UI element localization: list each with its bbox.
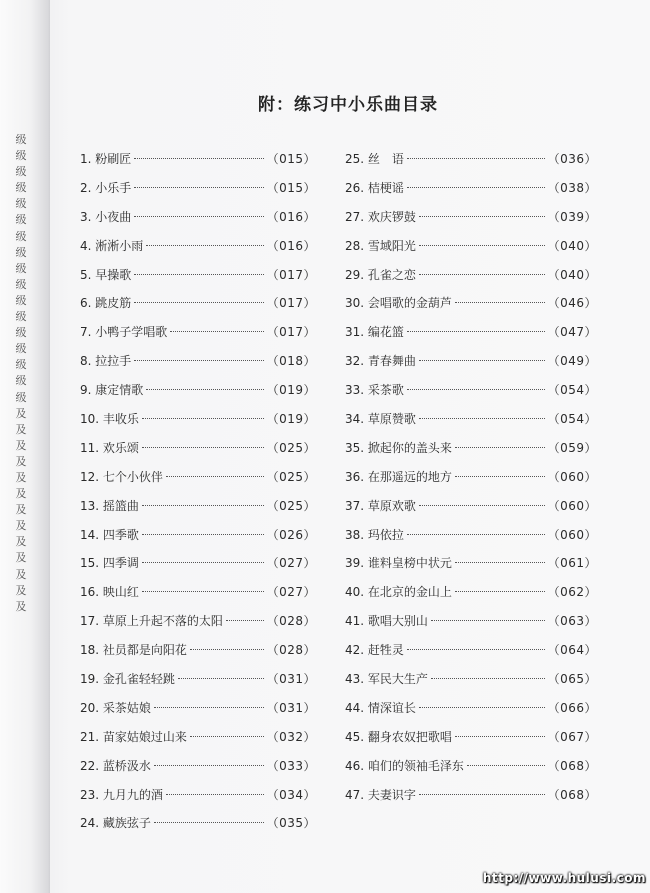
dot-leader (146, 389, 263, 390)
margin-char: 级 (15, 374, 27, 388)
dot-leader (455, 591, 545, 592)
toc-entry-title: 26. 桔梗谣 (345, 180, 404, 195)
toc-entry (345, 526, 597, 555)
toc-entry (345, 352, 597, 381)
toc-entry (345, 699, 597, 728)
toc-entry-page: （068） (547, 758, 597, 773)
margin-char: 级 (15, 358, 27, 372)
toc-entry (345, 468, 597, 497)
toc-entry-page: （025） (266, 498, 316, 513)
toc-entry-title: 9. 康定情歌 (80, 383, 144, 398)
toc-entry-title: 8. 拉拉手 (80, 354, 132, 369)
toc-entry-page: （019） (266, 383, 316, 398)
margin-char: 及 (15, 406, 27, 420)
dot-leader (455, 476, 545, 477)
toc-entry-page: （019） (266, 412, 316, 427)
dot-leader (134, 158, 263, 159)
dot-leader (407, 158, 545, 159)
toc-entry-title: 47. 夫妻识字 (345, 787, 416, 802)
toc-entry-page: （016） (266, 209, 316, 224)
toc-entry-title: 3. 小夜曲 (80, 209, 132, 224)
dot-leader (190, 736, 264, 737)
dot-leader (154, 822, 264, 823)
toc-entry (80, 150, 316, 179)
toc-entry (80, 786, 316, 815)
toc-entry (345, 728, 597, 757)
dot-leader (166, 794, 264, 795)
dot-leader (142, 591, 264, 592)
margin-char: 及 (15, 454, 27, 468)
toc-entry (80, 497, 316, 526)
margin-char: 及 (15, 551, 27, 565)
toc-entry-page: （028） (266, 643, 316, 658)
toc-entry-page: （063） (547, 614, 597, 629)
dot-leader (146, 245, 263, 246)
dot-leader (407, 389, 545, 390)
dot-leader (134, 216, 263, 217)
dot-leader (455, 736, 545, 737)
margin-char: 及 (15, 487, 27, 501)
margin-char: 及 (15, 438, 27, 452)
dot-leader (419, 794, 545, 795)
toc-entry-page: （038） (547, 180, 597, 195)
toc-entry-title: 15. 四季调 (80, 556, 139, 571)
toc-entry (80, 612, 316, 641)
dot-leader (467, 765, 545, 766)
margin-char: 级 (15, 197, 27, 211)
toc-entry (80, 526, 316, 555)
toc-entry-title: 2. 小乐手 (80, 180, 132, 195)
toc-entry-title: 13. 摇篮曲 (80, 498, 139, 513)
margin-char: 及 (15, 519, 27, 533)
toc-entry-title: 37. 草原欢歌 (345, 498, 416, 513)
margin-char: 级 (15, 213, 27, 227)
margin-char: 级 (15, 326, 27, 340)
toc-entry-title: 41. 歌唱大别山 (345, 614, 428, 629)
toc-entry (345, 757, 597, 786)
margin-char: 级 (15, 133, 27, 146)
toc-entry-page: （062） (547, 585, 597, 600)
toc-entry-page: （017） (266, 267, 316, 282)
toc-entry-page: （060） (547, 527, 597, 542)
toc-entry (345, 612, 597, 641)
dot-leader (419, 245, 545, 246)
toc-entry-title: 31. 编花篮 (345, 325, 404, 340)
dot-leader (134, 302, 263, 303)
toc-entry-page: （066） (547, 700, 597, 715)
margin-char: 及 (15, 535, 27, 549)
toc-entry-page: （026） (266, 527, 316, 542)
margin-char: 级 (15, 229, 27, 243)
toc-entry-title: 28. 雪域阳光 (345, 238, 416, 253)
toc-entry (80, 814, 316, 843)
toc-entry-title: 45. 翻身农奴把歌唱 (345, 729, 452, 744)
toc-entry (345, 294, 597, 323)
dot-leader (455, 302, 545, 303)
toc-entry-title: 20. 采茶姑娘 (80, 700, 151, 715)
toc-entry-title: 14. 四季歌 (80, 527, 139, 542)
margin-char: 及 (15, 567, 27, 581)
book-gutter (0, 0, 50, 893)
toc-entry-title: 4. 淅淅小雨 (80, 238, 144, 253)
margin-char: 级 (15, 149, 27, 163)
toc-entry-title: 6. 跳皮筋 (80, 296, 132, 311)
dot-leader (226, 620, 264, 621)
toc-column-left (80, 150, 316, 843)
toc-entry-title: 43. 军民大生产 (345, 672, 428, 687)
toc-entry-page: （018） (266, 354, 316, 369)
dot-leader (166, 476, 264, 477)
dot-leader (407, 187, 545, 188)
toc-entry (80, 439, 316, 468)
dot-leader (134, 187, 263, 188)
toc-entry-page: （040） (547, 267, 597, 282)
toc-entry-page: （031） (266, 700, 316, 715)
dot-leader (170, 331, 263, 332)
toc-column-right (345, 150, 597, 814)
toc-entry-page: （065） (547, 672, 597, 687)
toc-entry-page: （017） (266, 296, 316, 311)
margin-char: 级 (15, 277, 27, 291)
margin-char: 及 (15, 470, 27, 484)
dot-leader (142, 534, 264, 535)
dot-leader (178, 678, 264, 679)
toc-entry-title: 39. 谁料皇榜中状元 (345, 556, 452, 571)
toc-entry-title: 32. 青春舞曲 (345, 354, 416, 369)
dot-leader (431, 678, 545, 679)
toc-entry-page: （027） (266, 556, 316, 571)
toc-entry (80, 294, 316, 323)
toc-entry (80, 641, 316, 670)
dot-leader (419, 505, 545, 506)
toc-entry (80, 757, 316, 786)
toc-entry (80, 554, 316, 583)
toc-entry-page: （015） (266, 152, 316, 166)
dot-leader (142, 562, 264, 563)
toc-entry-page: （032） (266, 729, 316, 744)
toc-entry-page: （025） (266, 469, 316, 484)
toc-entry-title: 7. 小鸭子学唱歌 (80, 325, 168, 340)
toc-entry (345, 179, 597, 208)
dot-leader (142, 447, 264, 448)
toc-entry-title: 40. 在北京的金山上 (345, 585, 452, 600)
toc-entry (345, 497, 597, 526)
toc-entry-page: （060） (547, 469, 597, 484)
toc-entry-page: （016） (266, 238, 316, 253)
toc-entry (345, 410, 597, 439)
toc-entry-title: 36. 在那遥远的地方 (345, 469, 452, 484)
margin-char: 及 (15, 583, 27, 597)
dot-leader (407, 649, 545, 650)
toc-entry (80, 699, 316, 728)
toc-entry-title: 30. 会唱歌的金葫芦 (345, 296, 452, 311)
toc-entry-title: 10. 丰收乐 (80, 412, 139, 427)
toc-entry-title: 42. 赶牲灵 (345, 643, 404, 658)
toc-entry-title: 21. 苗家姑娘过山来 (80, 729, 187, 744)
dot-leader (154, 765, 264, 766)
watermark: http://www.hulusi.com (482, 871, 646, 885)
margin-bleed-text (10, 132, 32, 615)
margin-char: 及 (15, 422, 27, 436)
toc-entry (80, 468, 316, 497)
toc-entry-title: 27. 欢庆锣鼓 (345, 209, 416, 224)
toc-entry (80, 266, 316, 295)
toc-entry-title: 33. 采茶歌 (345, 383, 404, 398)
toc-entry-title: 17. 草原上升起不落的太阳 (80, 614, 223, 629)
toc-entry-title: 35. 掀起你的盖头来 (345, 440, 452, 455)
dot-leader (455, 447, 545, 448)
toc-entry-page: （033） (266, 758, 316, 773)
toc-entry-title: 44. 情深谊长 (345, 700, 416, 715)
toc-entry-page: （054） (547, 412, 597, 427)
toc-entry-page: （067） (547, 729, 597, 744)
margin-char: 级 (15, 310, 27, 324)
dot-leader (134, 274, 263, 275)
toc-entry-page: （017） (266, 325, 316, 340)
toc-entry-page: （036） (547, 152, 597, 166)
toc-entry (80, 352, 316, 381)
margin-char: 级 (15, 390, 27, 404)
toc-entry-page: （025） (266, 440, 316, 455)
toc-entry-title: 38. 玛依拉 (345, 527, 404, 542)
toc-entry-page: （046） (547, 296, 597, 311)
toc-entry (345, 670, 597, 699)
dot-leader (134, 360, 263, 361)
margin-char: 及 (15, 599, 27, 613)
toc-entry (345, 554, 597, 583)
margin-char: 级 (15, 181, 27, 195)
toc-entry (80, 410, 316, 439)
toc-entry-title: 11. 欢乐颂 (80, 440, 139, 455)
toc-entry-page: （034） (266, 787, 316, 802)
toc-entry (345, 786, 597, 815)
toc-entry-title: 24. 藏族弦子 (80, 816, 151, 831)
toc-entry (80, 208, 316, 237)
dot-leader (154, 707, 264, 708)
dot-leader (431, 620, 545, 621)
toc-entry-page: （049） (547, 354, 597, 369)
toc-entry (345, 266, 597, 295)
toc-entry-page: （064） (547, 643, 597, 658)
margin-char: 级 (15, 165, 27, 179)
toc-entry (345, 641, 597, 670)
margin-char: 级 (15, 342, 27, 356)
dot-leader (142, 418, 264, 419)
dot-leader (407, 331, 545, 332)
toc-entry-page: （068） (547, 787, 597, 802)
toc-entry-page: （028） (266, 614, 316, 629)
toc-entry (345, 323, 597, 352)
toc-entry (80, 179, 316, 208)
toc-entry-title: 19. 金孔雀轻轻跳 (80, 672, 175, 687)
page-title: 附：练习中小乐曲目录 (258, 95, 438, 115)
toc-entry-page: （015） (266, 180, 316, 195)
margin-char: 级 (15, 293, 27, 307)
dot-leader (419, 360, 545, 361)
dot-leader (419, 216, 545, 217)
dot-leader (190, 649, 264, 650)
dot-leader (407, 534, 545, 535)
toc-entry-page: （031） (266, 672, 316, 687)
toc-entry-title: 1. 粉刷匠 (80, 152, 132, 166)
dot-leader (419, 707, 545, 708)
toc-entry (345, 208, 597, 237)
toc-entry (80, 728, 316, 757)
dot-leader (455, 562, 545, 563)
toc-entry (345, 150, 597, 179)
toc-entry (80, 583, 316, 612)
toc-entry-page: （054） (547, 383, 597, 398)
dot-leader (419, 418, 545, 419)
toc-entry-page: （027） (266, 585, 316, 600)
toc-entry (80, 323, 316, 352)
toc-entry-page: （061） (547, 556, 597, 571)
toc-entry-page: （040） (547, 238, 597, 253)
toc-entry (80, 237, 316, 266)
toc-entry-title: 22. 蓝桥汲水 (80, 758, 151, 773)
toc-entry-title: 18. 社员都是向阳花 (80, 643, 187, 658)
toc-entry (80, 381, 316, 410)
toc-entry-page: （035） (266, 816, 316, 831)
toc-entry-page: （060） (547, 498, 597, 513)
toc-entry-title: 29. 孔雀之恋 (345, 267, 416, 282)
toc-entry-title: 16. 映山红 (80, 585, 139, 600)
margin-char: 级 (15, 245, 27, 259)
toc-entry-title: 5. 早操歌 (80, 267, 132, 282)
toc-entry-title: 12. 七个小伙伴 (80, 469, 163, 484)
margin-char: 及 (15, 503, 27, 517)
toc-entry-title: 46. 咱们的领袖毛泽东 (345, 758, 464, 773)
dot-leader (419, 274, 545, 275)
toc-entry (345, 439, 597, 468)
toc-entry-page: （039） (547, 209, 597, 224)
toc-entry (80, 670, 316, 699)
toc-entry (345, 237, 597, 266)
margin-char: 级 (15, 261, 27, 275)
toc-entry (345, 583, 597, 612)
toc-entry-page: （047） (547, 325, 597, 340)
toc-entry (345, 381, 597, 410)
dot-leader (142, 505, 264, 506)
toc-entry-title: 25. 丝 语 (345, 152, 404, 166)
toc-entry-title: 34. 草原赞歌 (345, 412, 416, 427)
toc-entry-title: 23. 九月九的酒 (80, 787, 163, 802)
toc-entry-page: （059） (547, 440, 597, 455)
